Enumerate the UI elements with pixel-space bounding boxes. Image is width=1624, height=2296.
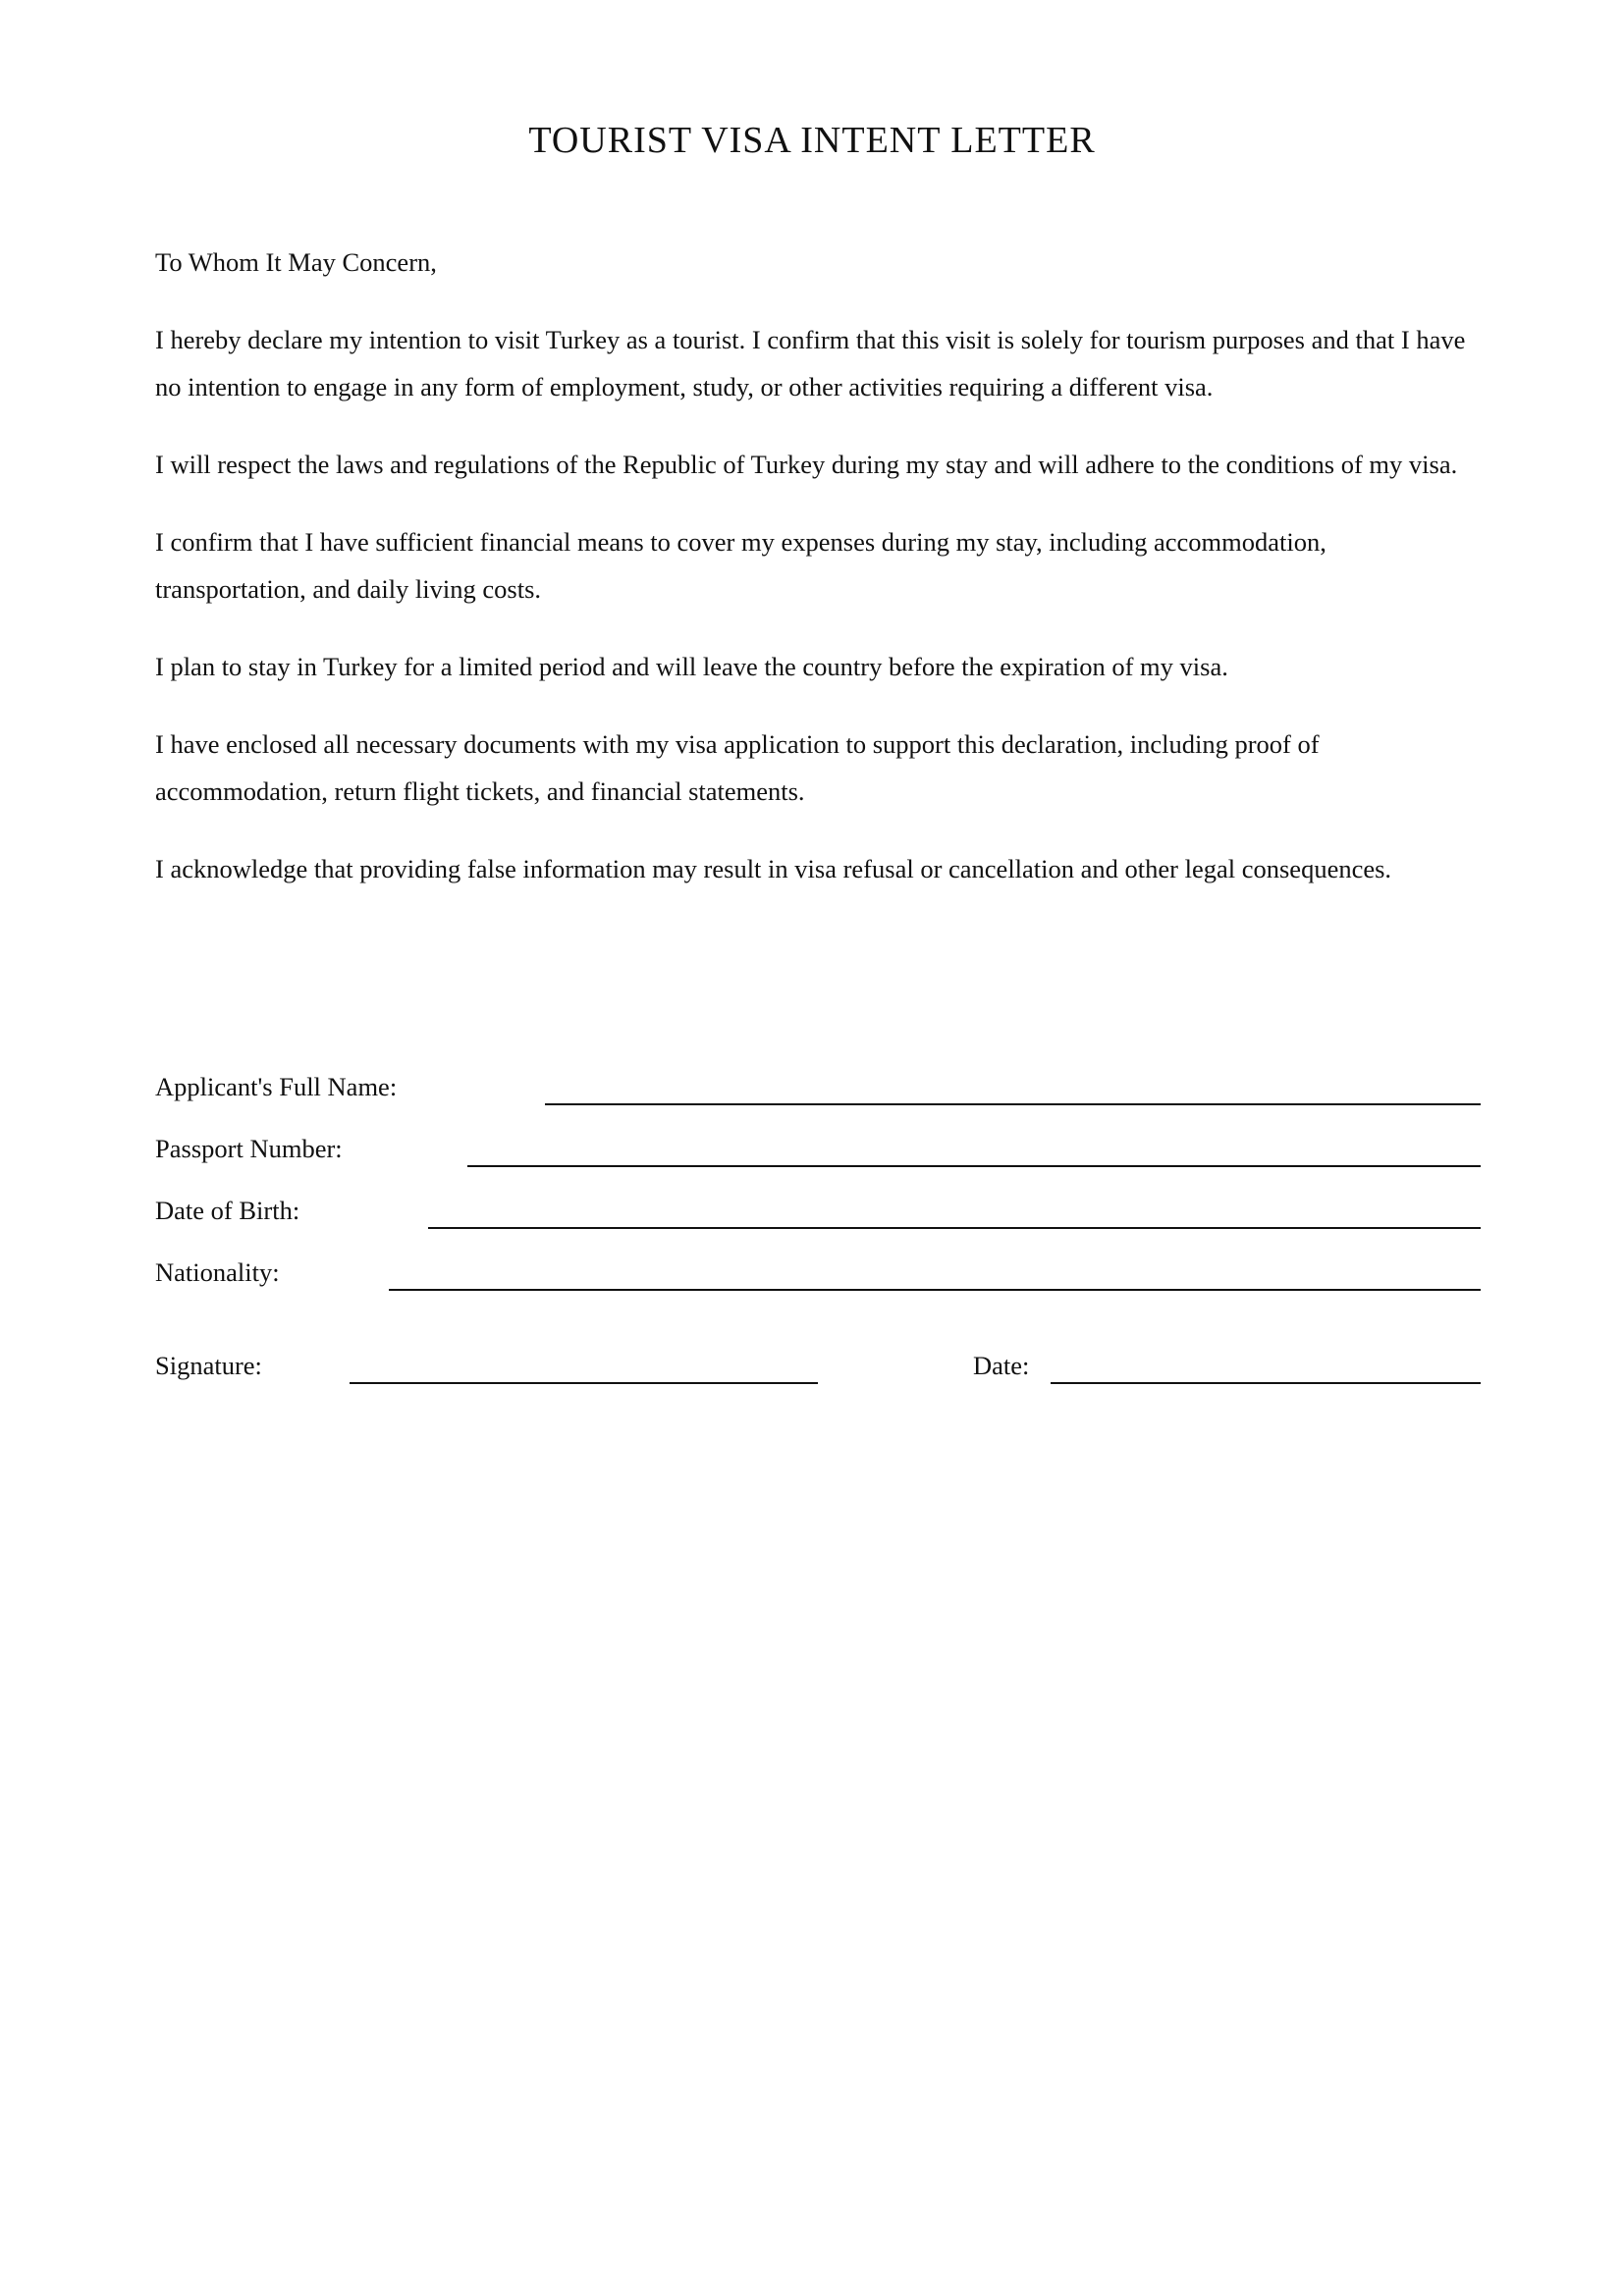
paragraph-stay-period: I plan to stay in Turkey for a limited period and will leave the country before the expiration of my visa.	[155, 652, 1228, 681]
paragraph-intent: I hereby declare my intention to visit Turkey as a tourist. I confirm that this visit is solely for tourism purposes and that I have no intention to engage in any form of employment, study, or other activities requiring a different visa.	[155, 325, 1466, 401]
full-name-field[interactable]	[545, 1103, 1481, 1105]
full-name-label: Applicant's Full Name:	[155, 1072, 398, 1101]
date-label: Date:	[973, 1351, 1030, 1380]
date-of-birth-field[interactable]	[428, 1227, 1481, 1229]
passport-number-label: Passport Number:	[155, 1134, 343, 1163]
salutation: To Whom It May Concern,	[155, 247, 437, 277]
signature-field[interactable]	[350, 1382, 818, 1384]
full-name-row	[155, 1067, 1481, 1106]
nationality-row	[155, 1253, 1481, 1292]
paragraph-laws: I will respect the laws and regulations of the Republic of Turkey during my stay and will adhere to the conditions of my visa.	[155, 450, 1458, 479]
document-title: TOURIST VISA INTENT LETTER	[528, 120, 1096, 161]
letter-body	[155, 316, 1481, 923]
signature-label: Signature:	[155, 1351, 262, 1380]
date-field[interactable]	[1051, 1382, 1481, 1384]
paragraph-acknowledgement: I acknowledge that providing false information may result in visa refusal or cancellation and other legal consequences.	[155, 854, 1392, 883]
signature-date-row	[155, 1346, 1481, 1385]
paragraph-finances: I confirm that I have sufficient financial means to cover my expenses during my stay, including accommodation, transportation, and daily living costs.	[155, 527, 1326, 604]
paragraph-documents: I have enclosed all necessary documents with my visa application to support this declaration, including proof of accommodation, return flight tickets, and financial statements.	[155, 729, 1320, 806]
passport-number-field[interactable]	[467, 1165, 1481, 1167]
nationality-field[interactable]	[389, 1289, 1481, 1291]
nationality-label: Nationality:	[155, 1257, 280, 1287]
passport-number-row	[155, 1129, 1481, 1168]
date-of-birth-row	[155, 1191, 1481, 1230]
date-of-birth-label: Date of Birth:	[155, 1196, 300, 1225]
